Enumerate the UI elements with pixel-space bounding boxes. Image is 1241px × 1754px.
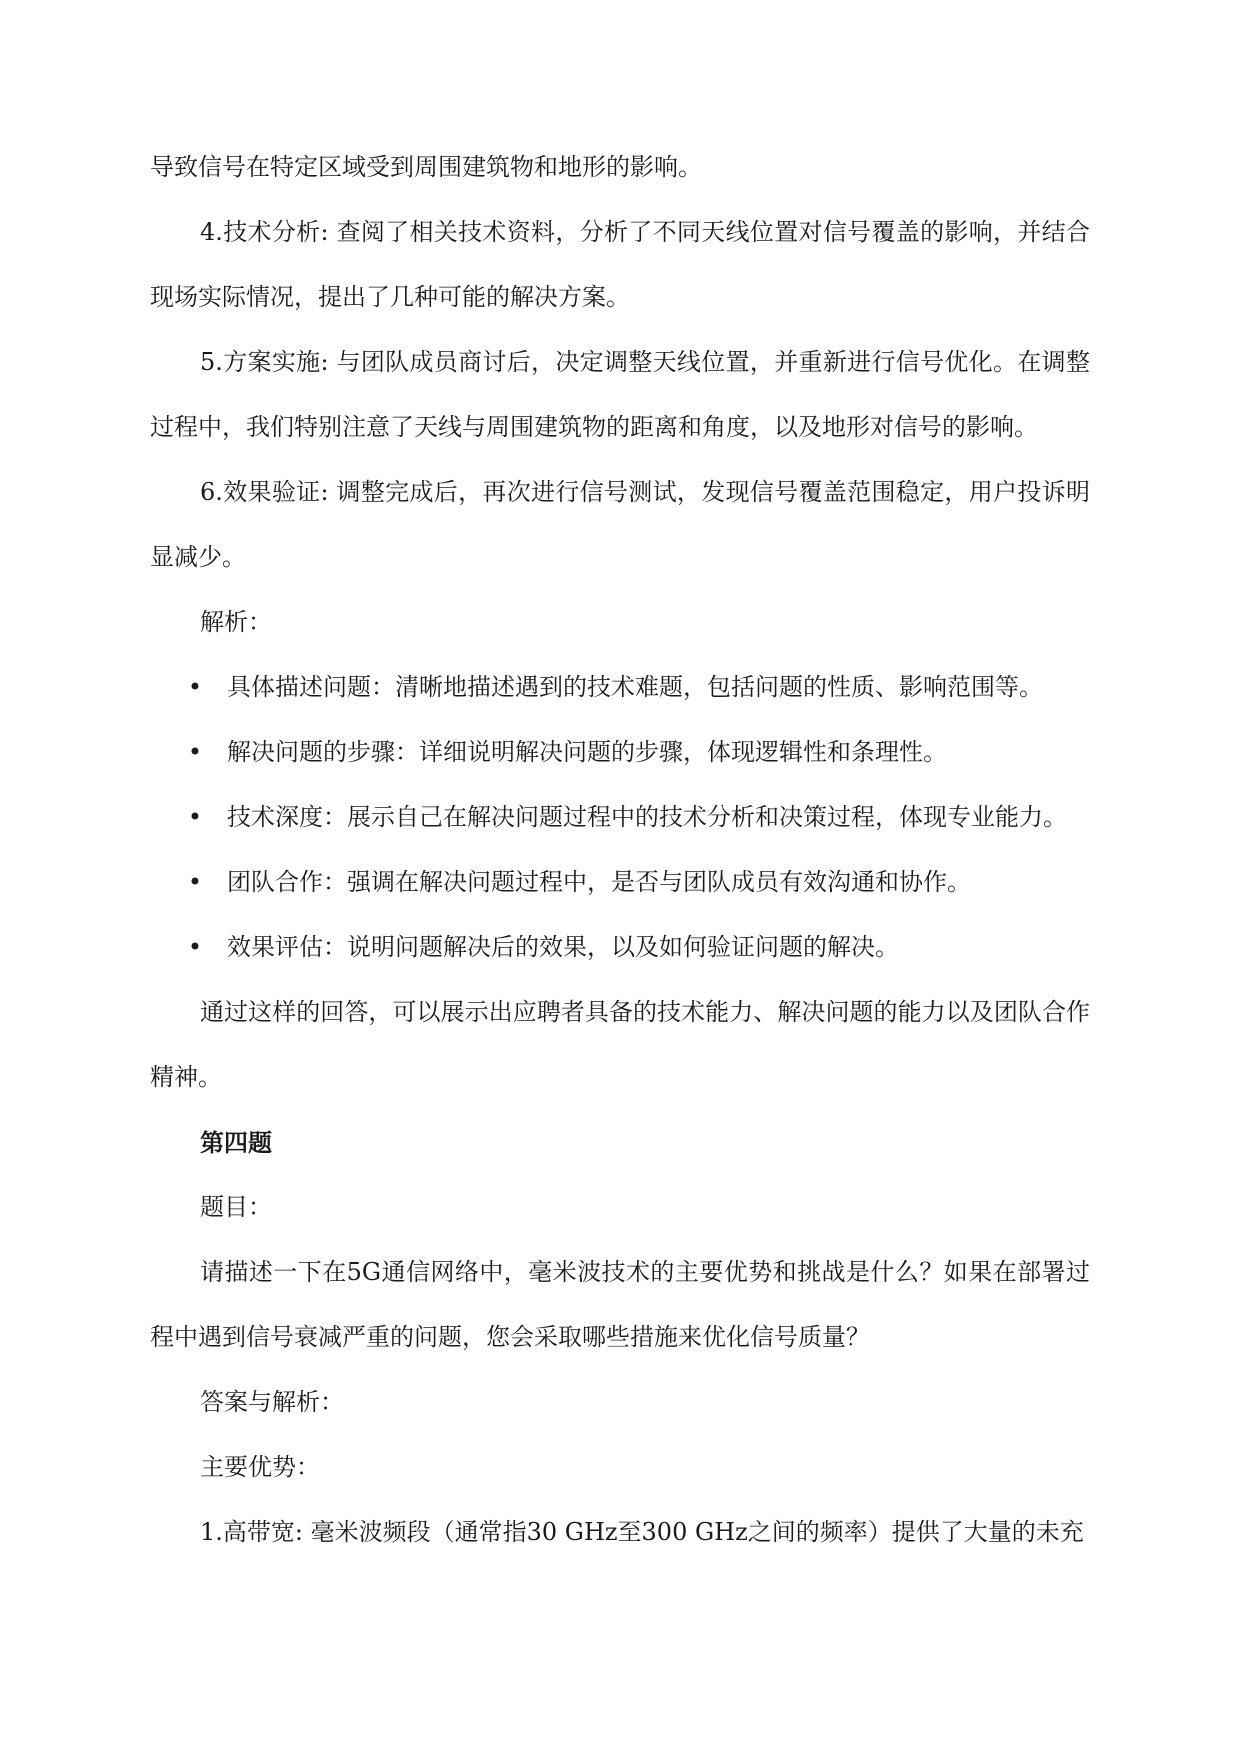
list-item bbox=[185, 915, 1090, 980]
list-item-text: 团队合作：强调在解决问题过程中，是否与团队成员有效沟通和协作。 bbox=[227, 868, 971, 896]
list-item bbox=[185, 720, 1090, 785]
answer-label: 答案与解析： bbox=[200, 1388, 344, 1416]
advantages-label: 主要优势： bbox=[200, 1453, 320, 1481]
paragraph-solution-implementation: 5.方案实施: 与团队成员商讨后，决定调整天线位置，并重新进行信号优化。在调整过程中，我们特别注意了天线与周围建筑物的距离和角度，以及地形对信号的影响。 bbox=[150, 348, 1090, 441]
question-label: 题目： bbox=[200, 1193, 272, 1221]
list-item-text: 技术深度：展示自己在解决问题过程中的技术分析和决策过程，体现专业能力。 bbox=[227, 803, 1067, 831]
list-item-text: 效果评估：说明问题解决后的效果，以及如何验证问题的解决。 bbox=[227, 933, 899, 961]
list-item-text: 解决问题的步骤：详细说明解决问题的步骤，体现逻辑性和条理性。 bbox=[227, 738, 947, 766]
paragraph-summary: 通过这样的回答，可以展示出应聘者具备的技术能力、解决问题的能力以及团队合作精神。 bbox=[150, 998, 1090, 1091]
list-item bbox=[185, 655, 1090, 720]
list-item-text: 具体描述问题：清晰地描述遇到的技术难题，包括问题的性质、影响范围等。 bbox=[227, 673, 1043, 701]
paragraph-high-bandwidth: 1.高带宽: 毫米波频段（通常指30 GHz至300 GHz之间的频率）提供了大量的未充 bbox=[200, 1518, 1084, 1546]
paragraph-continuation: 导致信号在特定区域受到周围建筑物和地形的影响。 bbox=[150, 153, 702, 181]
paragraph-effect-verification: 6.效果验证: 调整完成后，再次进行信号测试，发现信号覆盖范围稳定，用户投诉明显减少。 bbox=[150, 478, 1090, 571]
bullet-icon: • bbox=[187, 933, 203, 961]
bullet-icon: • bbox=[187, 868, 203, 896]
bullet-icon: • bbox=[187, 738, 203, 766]
bullet-icon: • bbox=[187, 803, 203, 831]
bullet-icon: • bbox=[187, 673, 203, 701]
paragraph-analysis-label: 解析： bbox=[200, 608, 272, 636]
question-text: 请描述一下在5G通信网络中，毫米波技术的主要优势和挑战是什么？如果在部署过程中遇到信号衰减严重的问题，您会采取哪些措施来优化信号质量？ bbox=[150, 1258, 1090, 1351]
section-heading: 第四题 bbox=[200, 1128, 272, 1157]
list-item bbox=[185, 785, 1090, 850]
paragraph-technical-analysis: 4.技术分析: 查阅了相关技术资料，分析了不同天线位置对信号覆盖的影响，并结合现场实际情况，提出了几种可能的解决方案。 bbox=[150, 218, 1090, 311]
list-item bbox=[185, 850, 1090, 915]
